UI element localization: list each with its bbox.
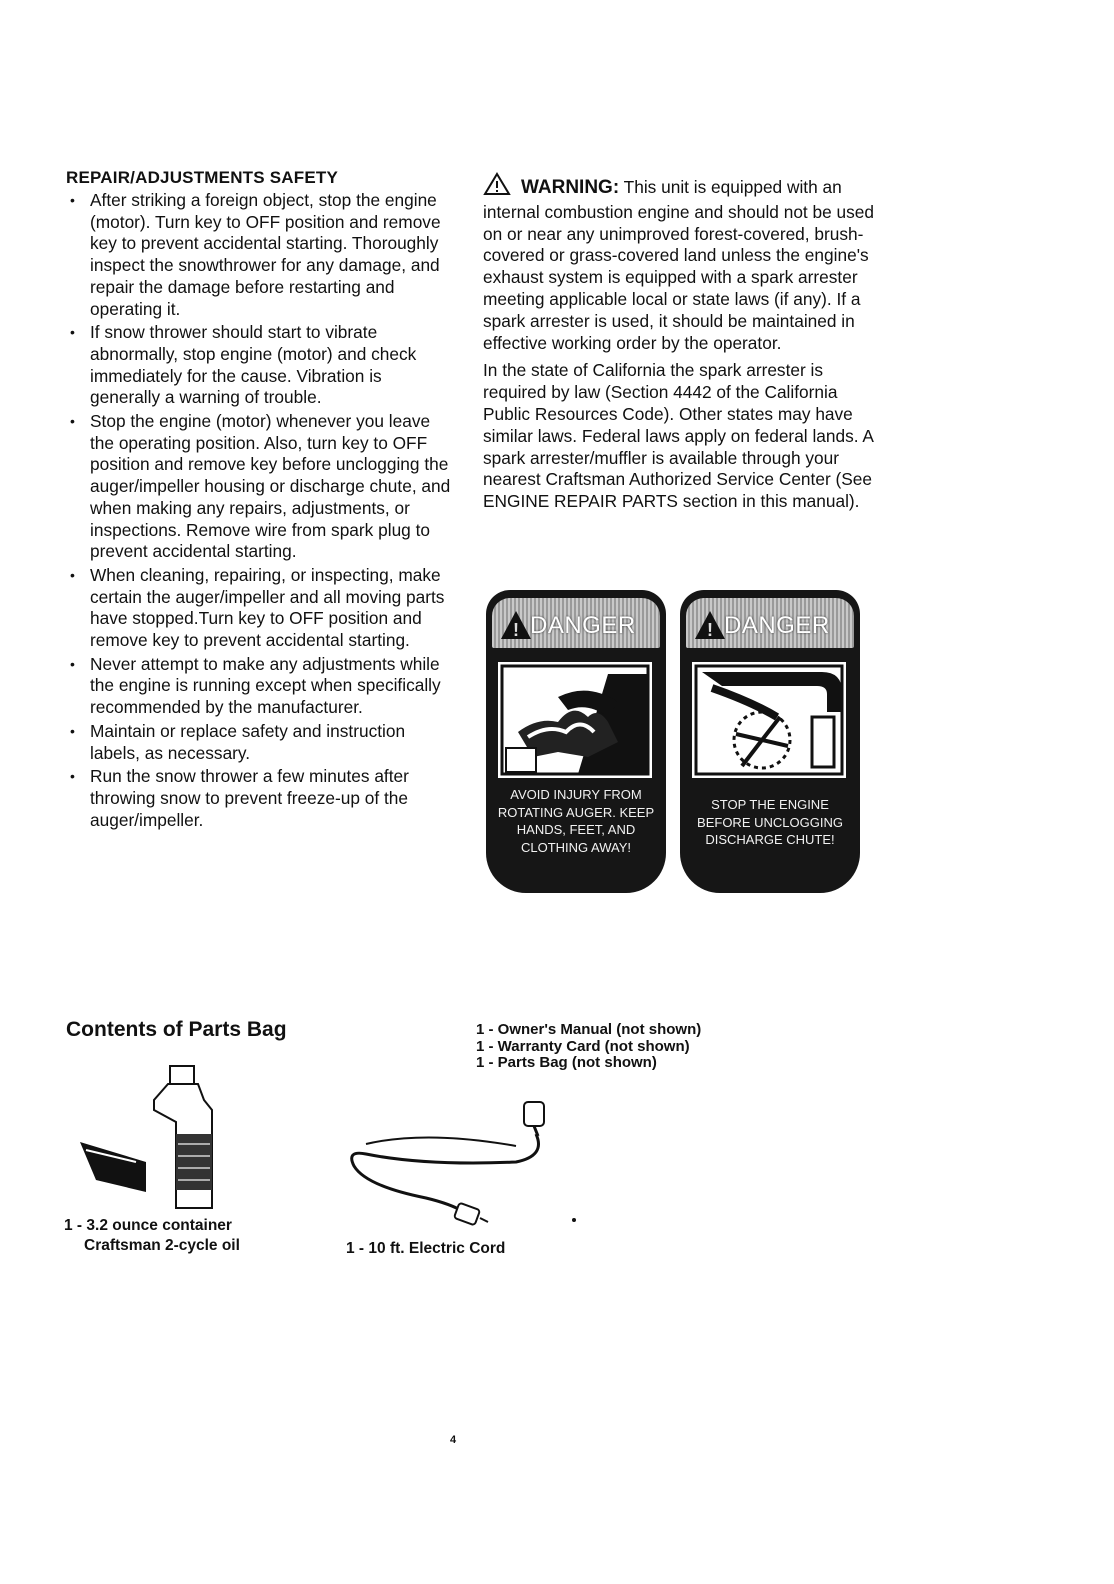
warning-heading: WARNING: (521, 177, 620, 198)
warning-text: This unit is equipped with an internal combustion engine and should not be used on or near any unimproved forest-covered, brush-covered or grass-covered land unless the engine's exhaust system is equipped with a spark arrester meeting applicable local or state laws (if any). If a spark arrester is used, it should be maintained in effective working order by the operator. (483, 177, 875, 353)
list-item: 1 - Warranty Card (not shown) (476, 1037, 690, 1055)
danger-banner-text: DANGER (724, 612, 830, 639)
oil-caption-line: Craftsman 2-cycle oil (84, 1237, 240, 1254)
svg-text:!: ! (707, 620, 713, 640)
danger-triangle-icon (500, 610, 532, 640)
danger-label-chute (680, 590, 860, 893)
contents-list (476, 1022, 701, 1072)
page-number: 4 (450, 1434, 457, 1446)
danger-card (486, 590, 666, 893)
list-item: • Stop the engine (motor) whenever you leave the operating position. Also, turn key to OFF position and remove key before unclogging the auger/impeller housing or discharge chute, and when making any repairs, adjustments, or inspections. Remove wire from spark plug to prevent accidental starting. (66, 411, 456, 563)
repair-safety-section (66, 168, 456, 833)
warning-triangle-icon (483, 172, 511, 202)
contents-title: Contents of Parts Bag (66, 1018, 287, 1041)
danger-banner (492, 598, 660, 648)
electric-cord-illustration (346, 1094, 586, 1234)
list-item: 1 - Parts Bag (not shown) (476, 1054, 657, 1071)
warning-section (483, 172, 883, 519)
oil-caption-line: 1 - 3.2 ounce container (64, 1217, 232, 1234)
chute-hazard-pictogram (692, 662, 846, 778)
auger-hazard-pictogram (498, 662, 652, 778)
warning-paragraph (483, 172, 883, 354)
california-paragraph: In the state of California the spark arrester is required by law (Section 4442 of the California Public Resources Code). Other states may have similar laws. Federal laws apply on federal lands. A spark arrester/muffler is available through your nearest Craftsman Authorized Service Center (See ENGINE REPAIR PARTS section in this manual). (483, 360, 873, 512)
list-item: • Run the snow thrower a few minutes after throwing snow to prevent freeze-up of the auger/impeller. (66, 766, 456, 831)
danger-caption: STOP THE ENGINE BEFORE UNCLOGGING DISCHARGE CHUTE! (697, 797, 843, 847)
list-item: • Maintain or replace safety and instruction labels, as necessary. (66, 721, 456, 764)
safety-bullet-list (66, 190, 456, 831)
cord-caption: 1 - 10 ft. Electric Cord (346, 1240, 506, 1257)
danger-triangle-icon (694, 610, 726, 640)
danger-caption: AVOID INJURY FROM ROTATING AUGER. KEEP HANDS, FEET, AND CLOTHING AWAY! (497, 787, 655, 855)
section-title: REPAIR/ADJUSTMENTS SAFETY (66, 168, 338, 187)
list-item: • Never attempt to make any adjustments while the engine is running except when specifically recommended by the manufacturer. (66, 654, 456, 719)
danger-label-auger (486, 590, 666, 893)
list-item: • When cleaning, repairing, or inspecting, make certain the auger/impeller and all moving parts have stopped.Turn key to OFF position and remove key to prevent accidental starting. (66, 565, 456, 652)
svg-text:!: ! (513, 620, 519, 640)
list-item: • If snow thrower should start to vibrate abnormally, stop engine (motor) and check immediately for the cause. Vibration is generally a warning of trouble. (66, 322, 456, 409)
oil-caption (64, 1216, 240, 1256)
list-item: 1 - Owner's Manual (not shown) (476, 1021, 702, 1038)
list-item: • After striking a foreign object, stop the engine (motor). Turn key to OFF position and remove key to prevent accidental starting. Thoroughly inspect the snowthrower for any damage, and repair the damage before restarting and operating it. (66, 190, 456, 320)
oil-bottle-illustration (76, 1062, 226, 1212)
danger-card (680, 590, 860, 893)
danger-banner-text: DANGER (530, 612, 636, 639)
danger-banner (686, 598, 854, 648)
